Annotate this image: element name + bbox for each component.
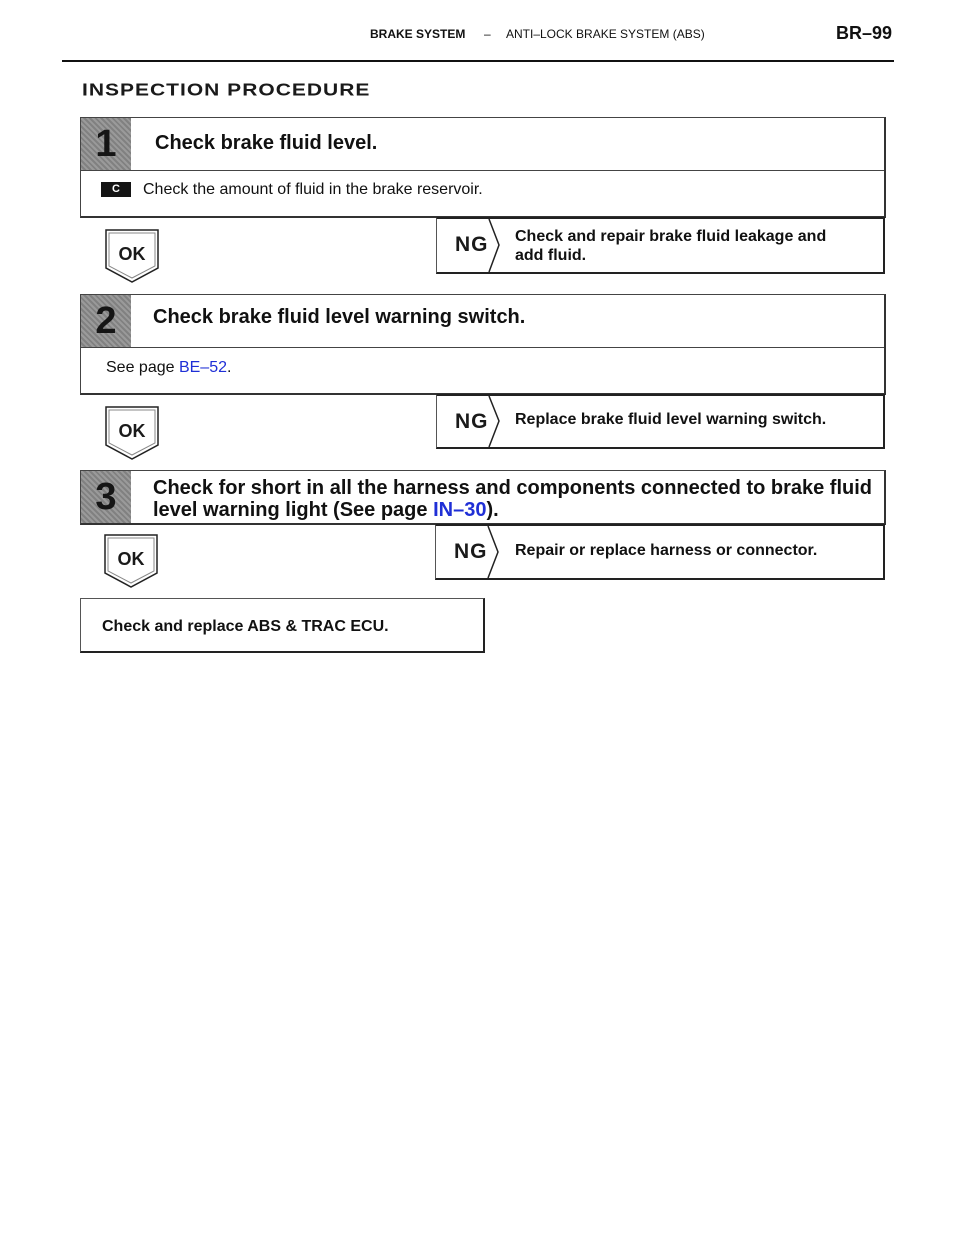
step-1-body-text: Check the amount of fluid in the brake reservoir.: [143, 181, 483, 198]
step-1-ng-text: [515, 227, 826, 265]
step-1-number: 1: [81, 118, 131, 170]
step-3-title-suffix: ).: [486, 499, 499, 521]
step-2-body: [106, 359, 231, 377]
step-1-title: Check brake fluid level.: [155, 132, 378, 154]
c-badge: C: [101, 182, 131, 197]
step-2-body-suffix: .: [227, 359, 232, 376]
final-action-box: [80, 598, 485, 653]
step-3-ok-marker: [103, 533, 159, 589]
step-2-page-link[interactable]: BE–52: [178, 359, 227, 376]
step-1-ng-box: [436, 217, 885, 274]
header-rule: [62, 60, 894, 62]
step-1-ng-text-line1: Check and repair brake fluid leakage and: [515, 228, 827, 245]
step-1-divider: [81, 170, 884, 171]
step-3-title: [153, 477, 872, 521]
step-3-title-prefix: level warning light (See page: [153, 499, 434, 521]
step-3-title-line1: Check for short in all the harness and components connected to brake fluid: [153, 477, 873, 499]
step-2-ok-label: OK: [118, 421, 146, 441]
step-3-number: 3: [81, 471, 131, 523]
step-2-box: [80, 294, 886, 395]
step-3-ng-text: Repair or replace harness or connector.: [515, 542, 818, 559]
step-2-number: 2: [81, 295, 131, 347]
step-3-title-line2: [153, 499, 872, 521]
header-subsystem: ANTI–LOCK BRAKE SYSTEM (ABS): [506, 27, 705, 41]
header-system: BRAKE SYSTEM: [370, 27, 466, 41]
step-3-box: [80, 470, 886, 525]
step-3-page-link[interactable]: IN–30: [433, 499, 487, 521]
section-title: INSPECTION PROCEDURE: [82, 80, 371, 100]
step-3-ng-box: [435, 524, 885, 580]
step-1-ng-text-line2: add fluid.: [515, 247, 587, 264]
step-2-ng-box: [436, 394, 885, 449]
step-3-ok-label: OK: [117, 549, 145, 569]
step-1-ok-marker: [104, 228, 160, 284]
step-1-body: [101, 181, 483, 199]
step-1-ng-label: NG: [455, 233, 489, 256]
page-number: BR–99: [836, 23, 893, 43]
step-2-body-prefix: See page: [106, 359, 179, 376]
final-action-text: Check and replace ABS & TRAC ECU.: [102, 618, 389, 635]
step-1-ok-label: OK: [118, 244, 146, 264]
step-2-ok-marker: [104, 405, 160, 461]
step-2-ng-label: NG: [455, 410, 489, 433]
step-2-title: Check brake fluid level warning switch.: [153, 306, 526, 328]
step-2-divider: [81, 347, 884, 348]
step-1-box: [80, 117, 886, 218]
step-3-ng-label: NG: [454, 540, 488, 563]
step-2-ng-text: Replace brake fluid level warning switch.: [515, 411, 827, 428]
header-separator: –: [484, 27, 491, 41]
